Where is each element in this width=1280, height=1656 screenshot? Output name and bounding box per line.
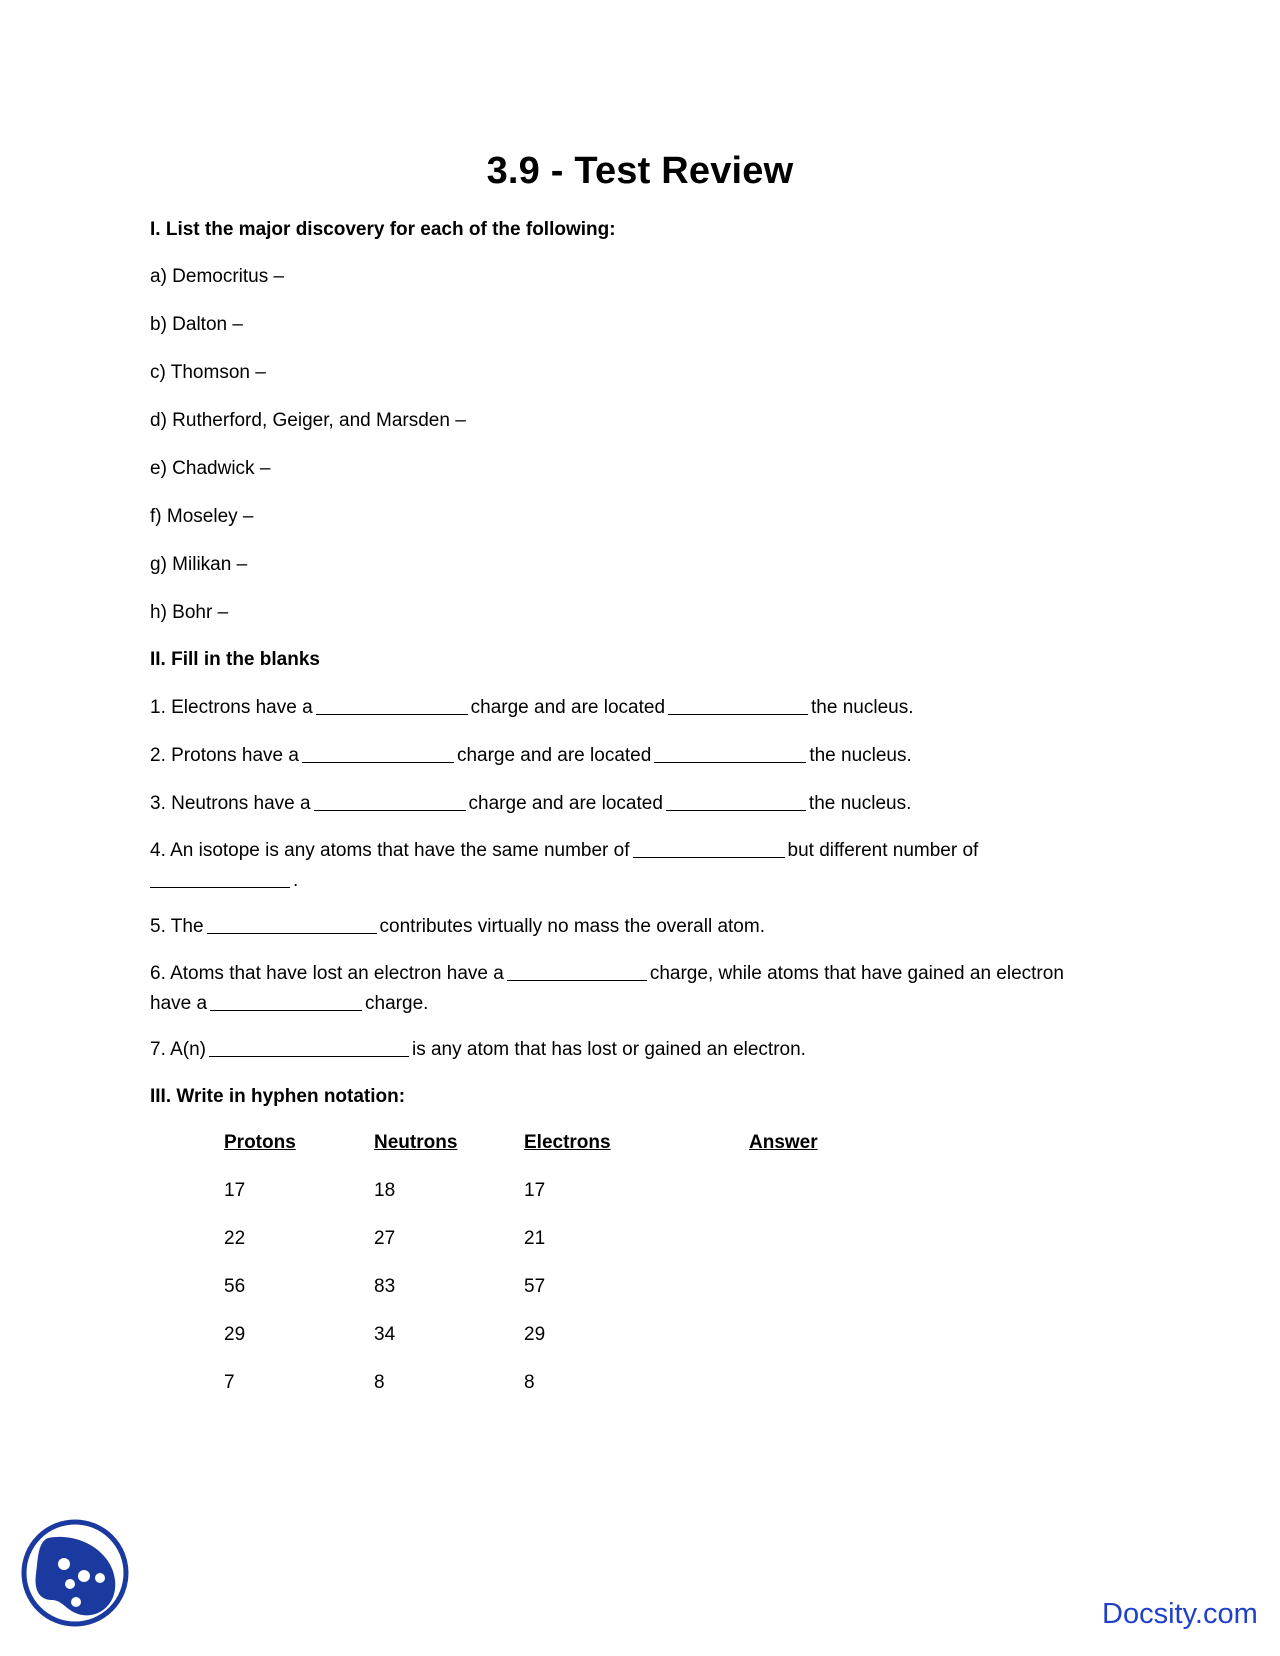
section-3-heading: III. Write in hyphen notation: <box>150 1086 406 1107</box>
answer-blank[interactable] <box>207 913 377 934</box>
docsity-logo-icon <box>20 1518 130 1628</box>
section-2-heading: II. Fill in the blanks <box>150 649 320 670</box>
question-3 <box>150 789 911 819</box>
question-text: the nucleus. <box>811 697 914 718</box>
question-text: contributes virtually no mass the overall atom. <box>379 916 765 937</box>
question-text: charge, while atoms that have gained an electron <box>649 963 1064 984</box>
column-header-protons: Protons <box>224 1132 296 1153</box>
docsity-brand-link[interactable]: Docsity.com <box>1102 1598 1258 1630</box>
list-item: f) Moseley – <box>150 506 254 527</box>
table-cell: 34 <box>374 1324 396 1345</box>
table-cell: 29 <box>524 1324 546 1345</box>
table-cell: 7 <box>224 1372 235 1393</box>
table-cell: 8 <box>524 1372 535 1393</box>
answer-blank[interactable] <box>150 867 290 888</box>
question-text: 2. Protons have a <box>150 745 299 766</box>
column-header-answer: Answer <box>749 1132 818 1153</box>
list-item: c) Thomson – <box>150 362 266 383</box>
answer-blank[interactable] <box>668 694 808 715</box>
table-cell: 21 <box>524 1228 546 1249</box>
question-text: charge and are located <box>470 697 666 718</box>
answer-blank[interactable] <box>302 742 454 763</box>
answer-blank[interactable] <box>314 790 466 811</box>
answer-blank[interactable] <box>666 790 806 811</box>
question-text: have a <box>150 993 208 1014</box>
question-text: charge and are located <box>456 745 652 766</box>
question-text: 6. Atoms that have lost an electron have a <box>150 963 504 984</box>
table-cell: 57 <box>524 1276 546 1297</box>
question-5 <box>150 912 765 942</box>
list-item: b) Dalton – <box>150 314 243 335</box>
page-title: 3.9 - Test Review <box>486 150 794 192</box>
answer-blank[interactable] <box>507 960 647 981</box>
question-6 <box>150 959 1130 1019</box>
list-item: g) Milikan – <box>150 554 248 575</box>
list-item: e) Chadwick – <box>150 458 271 479</box>
table-cell: 18 <box>374 1180 396 1201</box>
answer-blank[interactable] <box>633 837 785 858</box>
question-text: the nucleus. <box>808 793 912 814</box>
table-cell: 8 <box>374 1372 385 1393</box>
answer-blank[interactable] <box>654 742 806 763</box>
question-4 <box>150 836 1130 896</box>
answer-blank[interactable] <box>209 1036 409 1057</box>
section-1-heading: I. List the major discovery for each of the following: <box>150 219 616 240</box>
column-header-neutrons: Neutrons <box>374 1132 458 1153</box>
question-text: is any atom that has lost or gained an electron. <box>411 1039 806 1060</box>
table-cell: 83 <box>374 1276 396 1297</box>
answer-blank[interactable] <box>316 694 468 715</box>
question-text: . <box>293 870 299 891</box>
question-text: charge. <box>365 993 429 1014</box>
table-cell: 27 <box>374 1228 396 1249</box>
column-header-electrons: Electrons <box>524 1132 611 1153</box>
list-item: a) Democritus – <box>150 266 285 287</box>
table-cell: 22 <box>224 1228 246 1249</box>
question-7 <box>150 1035 806 1065</box>
table-cell: 29 <box>224 1324 246 1345</box>
question-text: but different number of <box>787 840 979 861</box>
answer-blank[interactable] <box>210 990 362 1011</box>
question-text: 7. A(n) <box>150 1039 206 1060</box>
question-text: 1. Electrons have a <box>150 697 313 718</box>
list-item: h) Bohr – <box>150 602 229 623</box>
question-2 <box>150 741 912 771</box>
table-cell: 17 <box>224 1180 246 1201</box>
question-1 <box>150 693 914 723</box>
question-text: 5. The <box>150 916 204 937</box>
table-cell: 17 <box>524 1180 546 1201</box>
question-text: the nucleus. <box>809 745 912 766</box>
table-cell: 56 <box>224 1276 246 1297</box>
question-text: 4. An isotope is any atoms that have the same number of <box>150 840 630 861</box>
list-item: d) Rutherford, Geiger, and Marsden – <box>150 410 466 431</box>
question-text: charge and are located <box>468 793 663 814</box>
question-text: 3. Neutrons have a <box>150 793 311 814</box>
